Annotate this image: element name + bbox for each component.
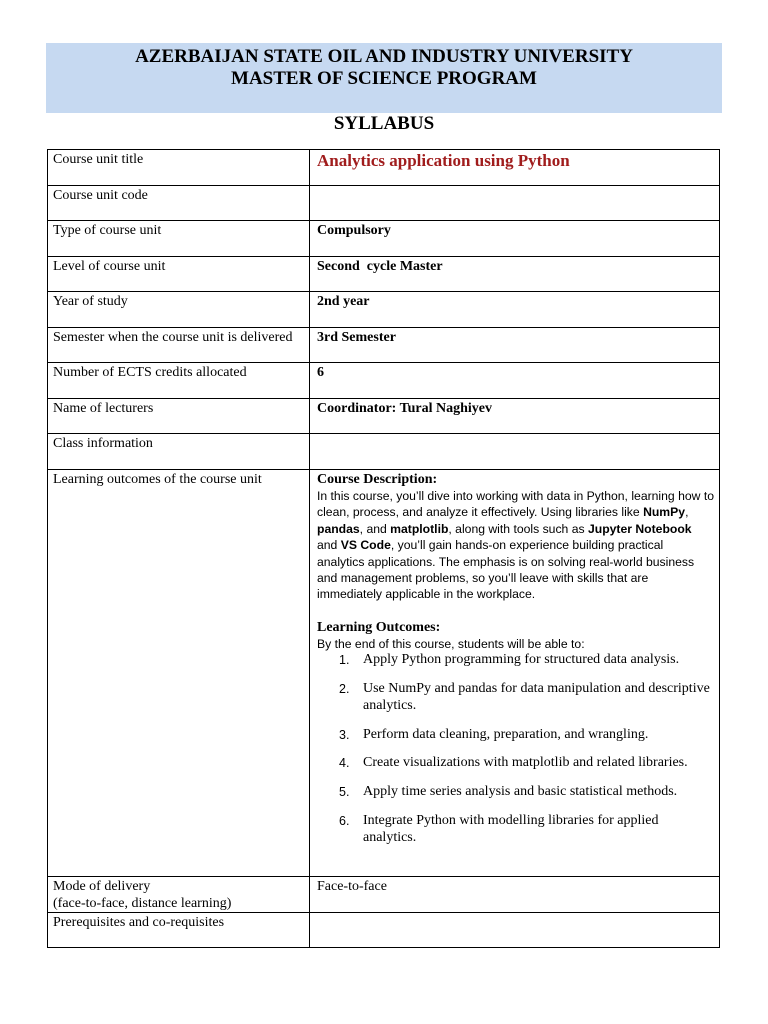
table-row bbox=[48, 221, 720, 257]
table-row bbox=[48, 363, 720, 399]
course-title: Analytics application using Python bbox=[317, 151, 570, 170]
course-title-value bbox=[310, 150, 720, 186]
row-label-level: Level of course unit bbox=[48, 257, 310, 292]
description-tool-vscode: VS Code bbox=[340, 538, 391, 553]
description-lib-matplotlib: matplotlib bbox=[390, 521, 449, 536]
learning-outcomes-intro: By the end of this course, students will be able to: bbox=[317, 636, 585, 651]
description-text-part: and bbox=[317, 538, 341, 553]
description-text-part: , you’ll gain hands-on experience building practical analytics applications. The emphasis is on solving real-world business and management problems, so you’ll leave with skills that are immediately applicable in the workplace. bbox=[317, 538, 695, 602]
outcome-number: 4. bbox=[339, 756, 350, 771]
outcome-number: 2. bbox=[339, 682, 350, 697]
table-row bbox=[48, 150, 720, 186]
lecturers-value: Coordinator: Tural Naghiyev bbox=[310, 399, 720, 434]
table-row bbox=[48, 470, 720, 877]
mode-label: Mode of delivery bbox=[53, 879, 151, 894]
row-label-prerequisites: Prerequisites and co-requisites bbox=[48, 913, 310, 948]
list-item bbox=[317, 784, 714, 801]
row-label-ects: Number of ECTS credits allocated bbox=[48, 363, 310, 399]
row-label-type: Type of course unit bbox=[48, 221, 310, 257]
class-info-value bbox=[310, 434, 720, 470]
description-text-part: In this course, you’ll dive into working with data in Python, learning how to clean, process, and analyze it effectively. Using libraries like bbox=[317, 489, 714, 520]
course-description-heading: Course Description: bbox=[317, 472, 438, 487]
course-description-text bbox=[317, 488, 714, 603]
table-row bbox=[48, 328, 720, 363]
description-tool-jupyter: Jupyter Notebook bbox=[587, 521, 692, 536]
row-label-class-info: Class information bbox=[48, 434, 310, 470]
semester-value: 3rd Semester bbox=[310, 328, 720, 363]
university-header bbox=[46, 43, 722, 113]
level-value: Second cycle Master bbox=[310, 257, 720, 292]
document-title: SYLLABUS bbox=[333, 113, 435, 134]
program-name: MASTER OF SCIENCE PROGRAM bbox=[231, 68, 537, 89]
description-text-part: , bbox=[685, 505, 689, 520]
row-label-learning-outcomes: Learning outcomes of the course unit bbox=[48, 470, 310, 877]
table-row bbox=[48, 257, 720, 292]
outcome-text: Perform data cleaning, preparation, and wrangling. bbox=[363, 726, 649, 742]
table-row bbox=[48, 399, 720, 434]
outcome-text: Apply time series analysis and basic statistical methods. bbox=[363, 784, 678, 800]
course-code-value bbox=[310, 186, 720, 221]
table-row bbox=[48, 913, 720, 948]
learning-outcomes-list bbox=[317, 652, 714, 846]
list-item bbox=[317, 681, 714, 715]
university-name: AZERBAIJAN STATE OIL AND INDUSTRY UNIVERSITY bbox=[135, 46, 633, 67]
learning-outcomes-value bbox=[310, 470, 720, 877]
outcome-text: Create visualizations with matplotlib and related libraries. bbox=[363, 755, 688, 771]
table-row bbox=[48, 434, 720, 470]
list-item bbox=[317, 755, 714, 772]
row-label-semester: Semester when the course unit is delivered bbox=[48, 328, 310, 363]
outcome-number: 5. bbox=[339, 785, 350, 800]
outcome-text: Use NumPy and pandas for data manipulation and descriptive analytics. bbox=[363, 681, 710, 713]
mode-label-detail: (face-to-face, distance learning) bbox=[53, 896, 232, 911]
ects-value: 6 bbox=[310, 363, 720, 399]
mode-value: Face-to-face bbox=[310, 877, 720, 913]
row-label-mode-of-delivery bbox=[48, 877, 310, 913]
list-item bbox=[317, 727, 714, 744]
list-item bbox=[317, 652, 714, 669]
row-label-course-code: Course unit code bbox=[48, 186, 310, 221]
outcome-number: 6. bbox=[339, 814, 350, 829]
description-text-part: , along with tools such as bbox=[448, 521, 588, 536]
description-lib-numpy: NumPy bbox=[643, 505, 686, 520]
row-label-course-title: Course unit title bbox=[48, 150, 310, 186]
outcome-number: 3. bbox=[339, 727, 350, 742]
table-row bbox=[48, 186, 720, 221]
outcome-text: Integrate Python with modelling libraries for applied analytics. bbox=[363, 813, 659, 845]
syllabus-table bbox=[47, 149, 720, 948]
table-row bbox=[48, 292, 720, 328]
outcome-text: Apply Python programming for structured data analysis. bbox=[363, 652, 680, 668]
description-text-part: , and bbox=[359, 521, 391, 536]
learning-outcomes-heading: Learning Outcomes: bbox=[317, 619, 441, 635]
description-lib-pandas: pandas bbox=[317, 521, 360, 536]
prerequisites-value bbox=[310, 913, 720, 948]
row-label-year: Year of study bbox=[48, 292, 310, 328]
row-label-lecturers: Name of lecturers bbox=[48, 399, 310, 434]
year-value: 2nd year bbox=[310, 292, 720, 328]
type-value: Compulsory bbox=[310, 221, 720, 257]
outcome-number: 1. bbox=[339, 653, 350, 668]
table-row bbox=[48, 877, 720, 913]
list-item bbox=[317, 813, 714, 847]
